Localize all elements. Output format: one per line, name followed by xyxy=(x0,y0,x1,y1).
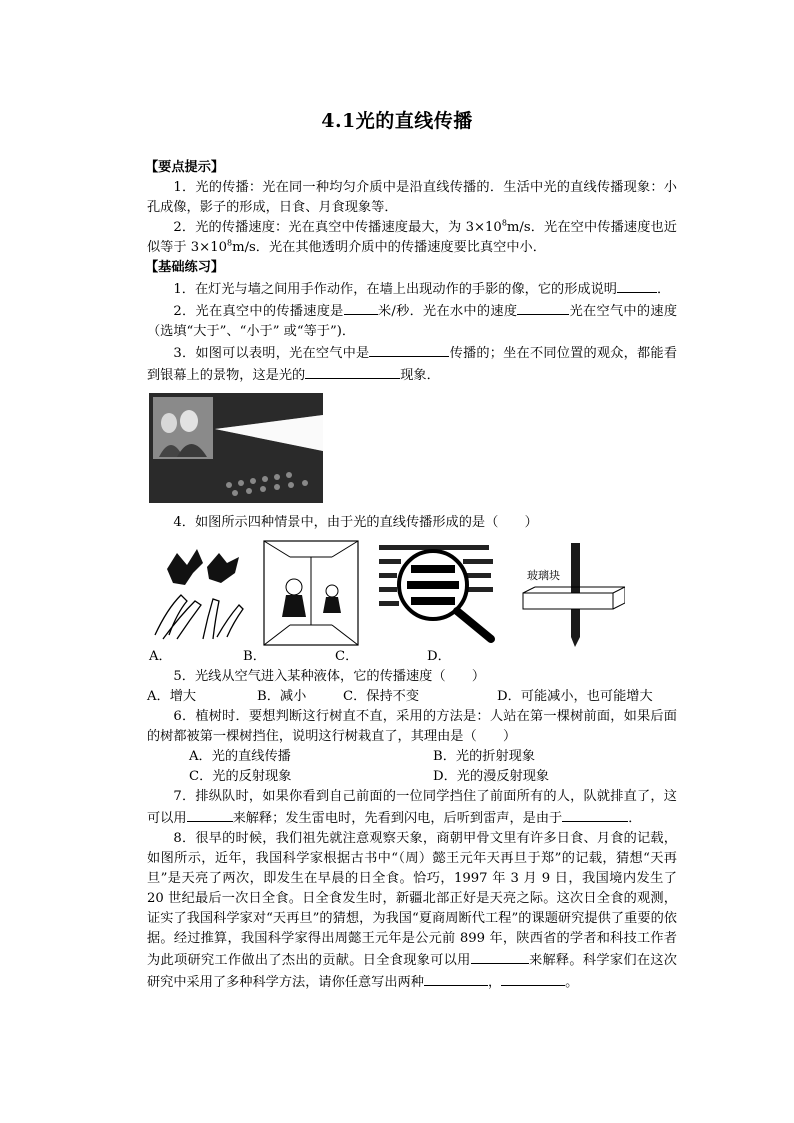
question-6-options-row-1 xyxy=(147,747,677,767)
answer-blank[interactable] xyxy=(187,807,233,822)
answer-blank[interactable] xyxy=(562,807,628,822)
figure-labels xyxy=(147,647,677,667)
answer-blank[interactable] xyxy=(369,342,449,357)
option-d[interactable]: D．光的漫反射现象 xyxy=(433,769,550,784)
answer-blank[interactable] xyxy=(501,971,565,986)
question-2: 2．光在真空中的传播速度是 米/秒．光在水中的速度 光在空气中的速度（选填“大于”、“小于” 或“等于”)． xyxy=(147,300,677,342)
key-point-2: 2．光的传播速度：光在真空中传播速度最大，为 $3\times 10^8m/s$．光在空中传播速度也近似等于 $3\times 10^8m/s$．光在其他透明介质中的传播速度要比真空中小． xyxy=(147,218,677,255)
question-7: 7．排纵队时，如果你看到自己前面的一位同学挡住了前面所有的人，队就排直了，这可以用 来解释；发生雷电时，先看到闪电，后听到雷声，是由于 ． xyxy=(147,789,677,826)
option-d[interactable]: D．可能减小，也可能增大 xyxy=(497,689,653,704)
magnifier-image xyxy=(375,539,505,647)
question-5-options xyxy=(147,687,677,707)
answer-blank[interactable] xyxy=(517,300,569,315)
key-point-1: 1．光的传播：光在同一种均匀介质中是沿直线传播的．生活中光的直线传播现象：小孔成像，影子的形成，日食、月食现象等． xyxy=(147,180,677,215)
key-points-heading: 【要点提示】 xyxy=(145,160,225,175)
page-title: 4.1光的直线传播 xyxy=(321,110,473,132)
figure-label-a: A． xyxy=(149,649,172,664)
mirror-room-image xyxy=(262,539,360,647)
option-b[interactable]: B．光的折射现象 xyxy=(433,749,536,764)
glass-block-image xyxy=(515,539,625,647)
answer-blank[interactable] xyxy=(471,949,529,964)
answer-blank[interactable] xyxy=(424,971,488,986)
question-5: 5．光线从空气进入某种液体，它的传播速度（ ） xyxy=(173,669,486,684)
figure-label-d: D． xyxy=(427,649,451,664)
cinema-projection-image xyxy=(149,393,323,503)
question-4-figures xyxy=(147,539,677,647)
answer-blank[interactable] xyxy=(344,300,378,315)
option-b[interactable]: B．减小 xyxy=(257,689,307,704)
question-1: 1．在灯光与墙之间用手作动作，在墙上出现动作的手影的像，它的形成说明 ． xyxy=(147,278,677,300)
question-6-options-row-2 xyxy=(147,767,677,787)
figure-label-b: B． xyxy=(243,649,266,664)
answer-blank[interactable] xyxy=(617,278,657,293)
option-c[interactable]: C．光的反射现象 xyxy=(189,769,292,784)
answer-blank[interactable] xyxy=(305,364,400,379)
basic-practice-heading: 【基础练习】 xyxy=(145,260,225,275)
option-a[interactable]: A．增大 xyxy=(147,689,197,704)
glass-block-label: 玻璃块 xyxy=(527,569,560,582)
question-3: 3．如图可以表明，光在空气中是 传播的；坐在不同位置的观众，都能看到银幕上的景物，这是光的 现象． xyxy=(147,342,677,386)
content xyxy=(147,158,677,993)
option-a[interactable]: A．光的直线传播 xyxy=(189,749,291,764)
question-8: 8．很早的时候，我们祖先就注意观察天象，商朝甲骨文里有许多日食、月食的记载，如图所示，近年，我国科学家根据古书中“（周）懿王元年天再旦于郑”的记载，猜想“天再旦”是天亮了两次，即发生在早晨的日全食。恰巧，1997 年 3 月 9 日，我国境内发生了 20 世纪最后一次日全食。日全食发生时，新疆北部正好是天亮之际。这次日全食的观测，证实了我国科学家对“天再旦”的猜想，为我国“夏商周断代工程”的课题研究提供了重要的依据。经过推算，我国科学家得出周懿王元年是公元前 899 年，陕西省的学者和科技工作者为此项研究工作做出了杰出的贡献。日全食现象可以用 来解释。科学家们在这次研究中采用了多种科学方法，请你任意写出两种 ， 。 xyxy=(147,831,677,990)
hand-shadow-image xyxy=(147,539,245,647)
option-c[interactable]: C．保持不变 xyxy=(343,689,420,704)
question-4: 4．如图所示四种情景中，由于光的直线传播形成的是（ ） xyxy=(173,515,538,530)
question-6: 6．植树时．要想判断这行树直不直，采用的方法是：人站在第一棵树前面，如果后面的树都被第一棵树挡住，说明这行树栽直了，其理由是（ ） xyxy=(147,709,677,744)
figure-label-c: C． xyxy=(335,649,359,664)
